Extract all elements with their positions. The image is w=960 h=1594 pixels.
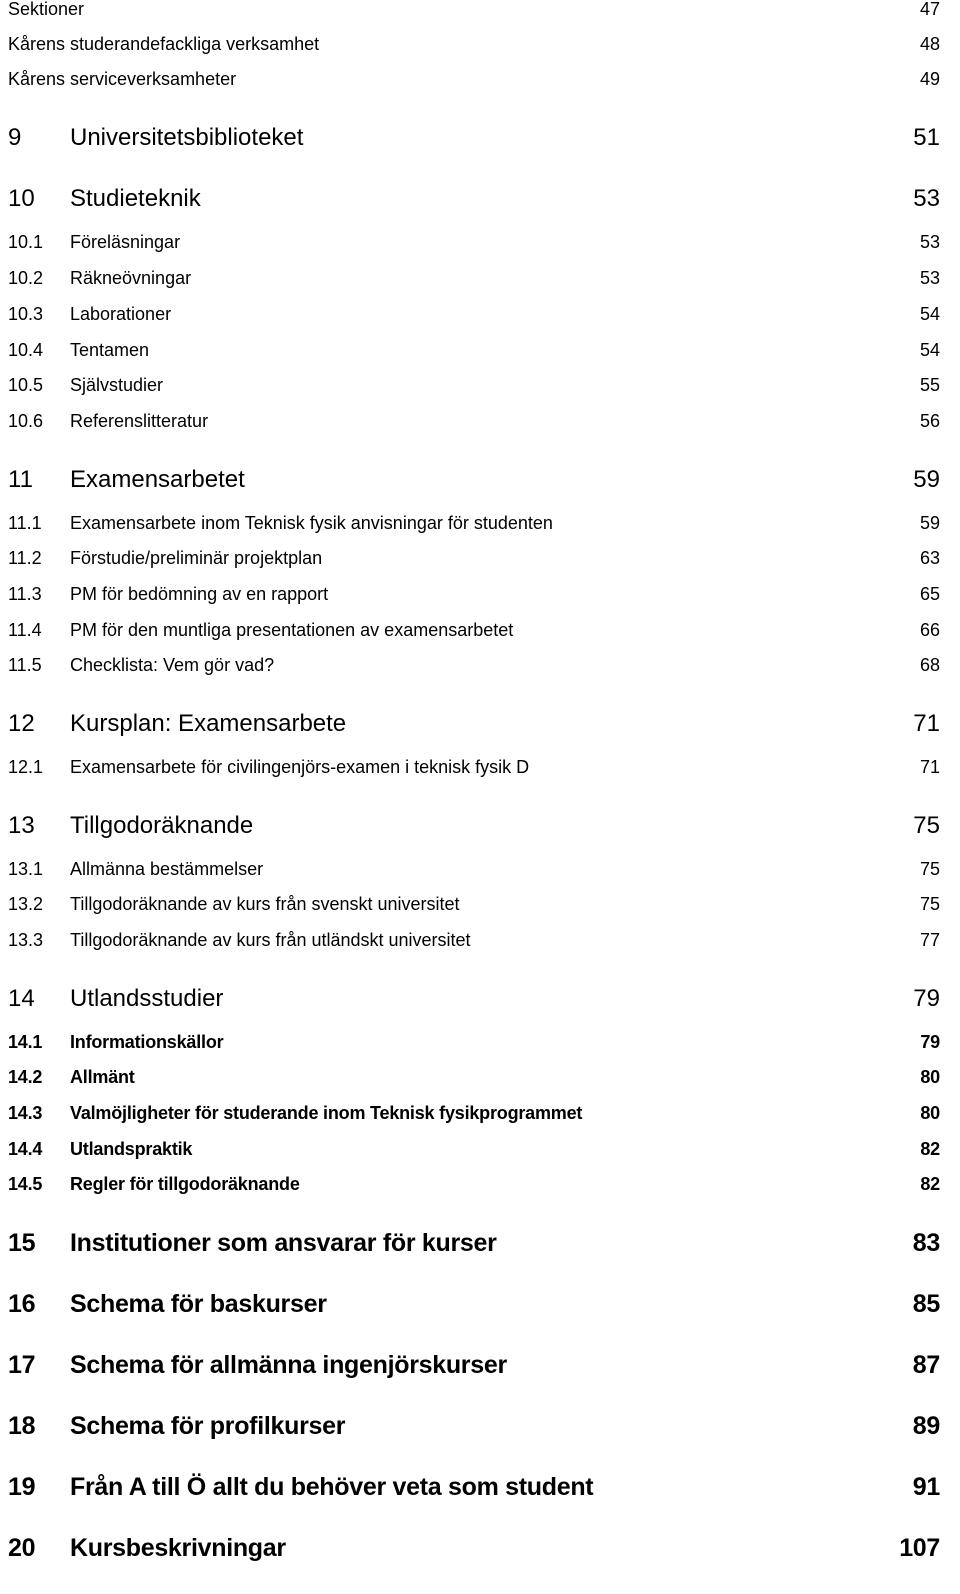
toc-chapter-number: 19 <box>8 1473 36 1501</box>
toc-chapter-page: 51 <box>913 124 940 151</box>
toc-section-number: 10.5 <box>8 375 44 395</box>
toc-section-page: 71 <box>919 757 940 777</box>
toc-chapter-page: 83 <box>912 1229 940 1257</box>
toc-entry-page: 47 <box>919 0 940 19</box>
toc-chapter-number: 20 <box>8 1534 36 1562</box>
toc-section-page: 53 <box>919 268 940 288</box>
toc-section[interactable] <box>8 1027 940 1057</box>
toc-chapter-title: Utlandsstudier <box>70 985 224 1012</box>
toc-chapter-number: 9 <box>8 124 22 151</box>
toc-section-page: 54 <box>919 340 940 360</box>
toc-chapter-page: 107 <box>899 1534 940 1562</box>
toc-chapter-number: 17 <box>8 1351 36 1379</box>
toc-section[interactable] <box>8 1062 940 1092</box>
toc-section-page: 75 <box>919 894 940 914</box>
toc-chapter-number: 12 <box>8 710 35 737</box>
toc-chapter-page: 85 <box>912 1290 940 1318</box>
toc-section-number: 11.1 <box>8 513 42 533</box>
toc-section[interactable] <box>8 508 940 538</box>
toc-section-number: 11.4 <box>8 620 42 640</box>
toc-section-page: 54 <box>919 304 940 324</box>
toc-chapter-title: Tillgodoräknande <box>70 812 254 839</box>
toc-section[interactable] <box>8 1169 940 1199</box>
toc-chapter-number: 11 <box>8 466 33 493</box>
toc-chapter-title: Schema för baskurser <box>70 1290 327 1318</box>
toc-chapter[interactable] <box>8 123 940 153</box>
toc-entry-title: Kårens serviceverksamheter <box>8 69 237 89</box>
toc-section-page: 56 <box>919 411 940 431</box>
toc-section-page: 80 <box>920 1067 940 1087</box>
toc-chapter-title: Studieteknik <box>70 185 201 212</box>
toc-chapter-number: 14 <box>8 985 35 1012</box>
toc-section-number: 14.5 <box>8 1174 43 1194</box>
toc-chapter-title: Universitetsbiblioteket <box>70 124 304 151</box>
toc-section-page: 77 <box>919 930 940 950</box>
toc-chapter[interactable] <box>8 1411 940 1441</box>
toc-chapter[interactable] <box>8 1289 940 1319</box>
toc-section[interactable] <box>8 406 940 436</box>
toc-chapter-number: 10 <box>8 185 35 212</box>
toc-chapter[interactable] <box>8 1350 940 1380</box>
toc-chapter-title: Examensarbetet <box>70 466 245 493</box>
toc-section-title: Allmänna bestämmelser <box>70 859 264 879</box>
toc-chapter[interactable] <box>8 1533 940 1563</box>
toc-section-title: Regler för tillgodoräknande <box>70 1174 300 1194</box>
toc-chapter-title: Institutioner som ansvarar för kurser <box>70 1229 497 1257</box>
toc-section[interactable] <box>8 752 940 782</box>
toc-entry-page: 49 <box>919 69 940 89</box>
toc-section[interactable] <box>8 227 940 257</box>
toc-section-number: 11.2 <box>8 548 42 568</box>
toc-chapter[interactable] <box>8 465 940 495</box>
toc-section-title: Referenslitteratur <box>70 411 209 431</box>
toc-section[interactable] <box>8 650 940 680</box>
toc-section-number: 13.1 <box>8 859 44 879</box>
toc-section-title: Räkneövningar <box>70 268 192 288</box>
toc-section-page: 59 <box>919 513 940 533</box>
toc-section-page: 65 <box>919 584 940 604</box>
toc-section-title: Förstudie/preliminär projektplan <box>70 548 323 568</box>
toc-section-number: 10.4 <box>8 340 44 360</box>
toc-entry-title: Sektioner <box>8 0 85 19</box>
toc-section-title: Valmöjligheter för studerande inom Teknisk fysikprogrammet <box>70 1103 583 1123</box>
toc-entry[interactable] <box>8 64 940 94</box>
toc-section-page: 53 <box>919 232 940 252</box>
toc-section[interactable] <box>8 335 940 365</box>
toc-section-number: 10.3 <box>8 304 44 324</box>
toc-section-title: Allmänt <box>70 1067 135 1087</box>
toc-section-page: 82 <box>920 1174 940 1194</box>
toc-section-title: Examensarbete inom Teknisk fysik anvisningar för studenten <box>70 513 553 533</box>
toc-section-number: 13.2 <box>8 894 44 914</box>
toc-chapter[interactable] <box>8 709 940 739</box>
toc-entry[interactable] <box>8 29 940 59</box>
toc-section-title: Tillgodoräknande av kurs från utländskt universitet <box>70 930 471 950</box>
toc-section-page: 79 <box>920 1032 940 1052</box>
toc-chapter-page: 89 <box>912 1412 940 1440</box>
toc-section-number: 14.3 <box>8 1103 43 1123</box>
toc-section-number: 10.2 <box>8 268 44 288</box>
toc-section[interactable] <box>8 1098 940 1128</box>
toc-section-number: 10.6 <box>8 411 44 431</box>
toc-chapter-page: 75 <box>913 812 940 839</box>
toc-entry[interactable] <box>8 0 940 24</box>
toc-section-page: 63 <box>919 548 940 568</box>
toc-section-page: 82 <box>920 1139 940 1159</box>
toc-chapter[interactable] <box>8 184 940 214</box>
toc-section-title: Föreläsningar <box>70 232 181 252</box>
toc-chapter-number: 18 <box>8 1412 36 1440</box>
toc-chapter-title: Kursplan: Examensarbete <box>70 710 347 737</box>
toc-chapter-title: Schema för allmänna ingenjörskurser <box>70 1351 507 1379</box>
toc-section-number: 13.3 <box>8 930 44 950</box>
toc-section-number: 14.2 <box>8 1067 43 1087</box>
toc-section[interactable] <box>8 615 940 645</box>
toc-chapter-number: 16 <box>8 1290 36 1318</box>
toc-section-page: 80 <box>920 1103 940 1123</box>
toc-section-number: 14.4 <box>8 1139 43 1159</box>
toc-section-title: Informationskällor <box>70 1032 224 1052</box>
toc-entry-page: 48 <box>919 34 940 54</box>
toc-section[interactable] <box>8 925 940 955</box>
toc-section-number: 11.5 <box>8 655 42 675</box>
toc-chapter-page: 79 <box>913 985 940 1012</box>
toc-chapter-number: 15 <box>8 1229 36 1257</box>
toc-section-title: Checklista: Vem gör vad? <box>70 655 275 675</box>
toc-section-number: 11.3 <box>8 584 42 604</box>
toc-section[interactable] <box>8 370 940 400</box>
toc-section-title: Utlandspraktik <box>70 1139 193 1159</box>
toc-section-title: Examensarbete för civilingenjörs-examen i teknisk fysik D <box>70 757 530 777</box>
toc-section-title: Tentamen <box>70 340 150 360</box>
toc-chapter-number: 13 <box>8 812 35 839</box>
toc-chapter-title: Kursbeskrivningar <box>70 1534 286 1562</box>
toc-section-page: 55 <box>919 375 940 395</box>
toc-section-page: 75 <box>919 859 940 879</box>
toc-section-title: Laborationer <box>70 304 172 324</box>
toc-section-title: PM för den muntliga presentationen av examensarbetet <box>70 620 514 640</box>
toc-chapter-page: 87 <box>912 1351 940 1379</box>
toc-entry-title: Kårens studerandefackliga verksamhet <box>8 34 320 54</box>
toc-chapter-page: 59 <box>913 466 940 493</box>
toc-chapter-page: 71 <box>913 710 940 737</box>
toc-chapter[interactable] <box>8 1228 940 1258</box>
toc-chapter[interactable] <box>8 1472 940 1502</box>
toc-chapter-title: Från A till Ö allt du behöver veta som student <box>70 1473 594 1501</box>
toc-chapter[interactable] <box>8 811 940 841</box>
toc-chapter-page: 91 <box>912 1473 940 1501</box>
toc-section[interactable] <box>8 889 940 919</box>
toc-section[interactable] <box>8 299 940 329</box>
toc-section[interactable] <box>8 1134 940 1164</box>
toc-chapter-page: 53 <box>913 185 940 212</box>
toc-section-title: Självstudier <box>70 375 164 395</box>
toc-section-title: PM för bedömning av en rapport <box>70 584 329 604</box>
toc-section-page: 68 <box>919 655 940 675</box>
toc-section[interactable] <box>8 263 940 293</box>
toc-section-title: Tillgodoräknande av kurs från svenskt universitet <box>70 894 460 914</box>
toc-section[interactable] <box>8 579 940 609</box>
toc-section-number: 10.1 <box>8 232 44 252</box>
toc-section[interactable] <box>8 854 940 884</box>
toc-chapter[interactable] <box>8 984 940 1014</box>
toc-section[interactable] <box>8 543 940 573</box>
toc-chapter-title: Schema för profilkurser <box>70 1412 346 1440</box>
toc-section-page: 66 <box>919 620 940 640</box>
toc-section-number: 12.1 <box>8 757 44 777</box>
toc-section-number: 14.1 <box>8 1032 43 1052</box>
